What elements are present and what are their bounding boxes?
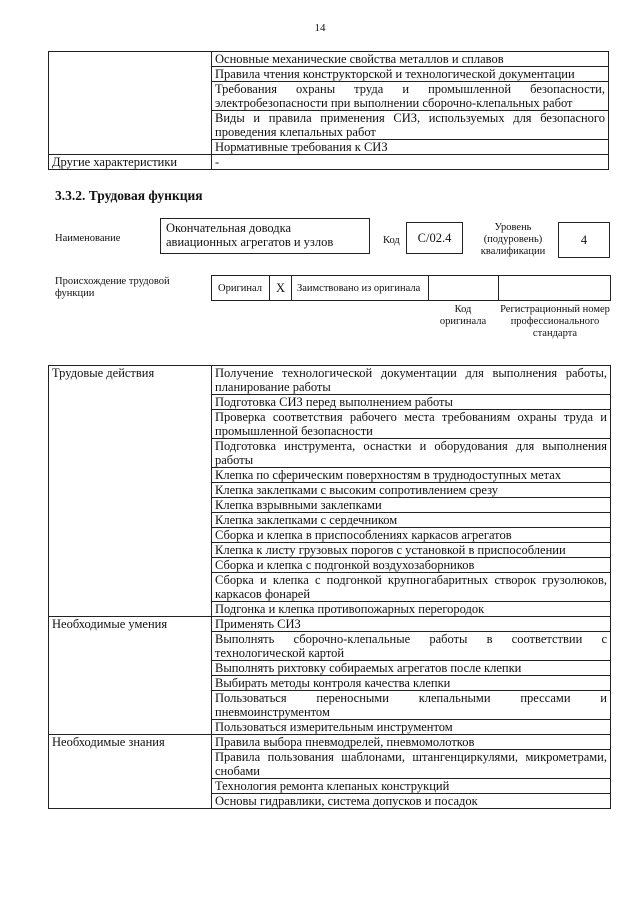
page-number: 14 [314, 22, 326, 34]
code-value-box [406, 222, 463, 254]
knowledge-label: Необходимые знания [49, 735, 212, 809]
table-cell: Клепка заклепками с высоким сопротивлением срезу [212, 483, 611, 498]
origin-label: Происхождение трудовой функции [55, 276, 170, 299]
origin-code-caption: Код оригинала [439, 304, 487, 327]
origin-original-label: Оригинал [218, 283, 262, 294]
code-value: С/02.4 [417, 231, 452, 245]
table-cell: Основы гидравлики, система допусков и посадок [212, 794, 611, 809]
table-cell: Правила выбора пневмодрелей, пневмомолотков [212, 735, 611, 750]
name-value: Окончательная доводка авиационных агрегатов и узлов [166, 221, 334, 249]
name-value-box [160, 218, 370, 254]
table-cell: Пользоваться измерительным инструментом [212, 720, 611, 735]
table-cell: Сборка и клепка с подгонкой крупногабаритных створок грузолюков, каркасов фонарей [212, 573, 611, 602]
origin-mark: X [275, 281, 286, 295]
table-cell: Требования охраны труда и промышленной безопасности, электробезопасности при выполнении сборочно-клепальных работ [212, 82, 609, 111]
table-cell: Применять СИЗ [212, 617, 611, 632]
table-cell: Подготовка инструмента, оснастки и оборудования для выполнения работы [212, 439, 611, 468]
origin-borrowed-label: Заимствовано из оригинала [297, 283, 421, 294]
table-cell: Технология ремонта клепаных конструкций [212, 779, 611, 794]
labor-function-table [48, 365, 611, 809]
table-row [49, 617, 611, 632]
table-row [49, 155, 609, 170]
table-cell: Проверка соответствия рабочего места требованиям охраны труда и промышленной безопасности [212, 410, 611, 439]
table-cell: Правила пользования шаблонами, штангенциркулями, микрометрами, снобами [212, 750, 611, 779]
other-characteristics-value: - [212, 155, 609, 170]
table-cell: Выполнять рихтовку собираемых агрегатов после клепки [212, 661, 611, 676]
table-row [49, 52, 609, 67]
top-table-body [49, 52, 609, 170]
table-cell: Клепка заклепками с сердечником [212, 513, 611, 528]
top-knowledge-table [48, 51, 609, 170]
other-characteristics-label: Другие характеристики [49, 155, 212, 170]
section-title: 3.3.2. Трудовая функция [55, 188, 203, 203]
table-cell: Подготовка СИЗ перед выполнением работы [212, 395, 611, 410]
level-value-box [558, 222, 610, 258]
level-label: Уровень (подуровень) квалификации [480, 222, 546, 257]
name-label: Наименование [55, 233, 121, 244]
table-cell: Нормативные требования к СИЗ [212, 140, 609, 155]
table-row [49, 366, 611, 395]
table-row [49, 735, 611, 750]
table-cell: Виды и правила применения СИЗ, используемых для безопасного проведения клепальных работ [212, 111, 609, 140]
table-cell: Клепка к листу грузовых порогов с установкой в приспособлении [212, 543, 611, 558]
top-table-left-cell [49, 52, 212, 155]
origin-divider [428, 275, 429, 301]
table-cell: Выбирать методы контроля качества клепки [212, 676, 611, 691]
level-value: 4 [580, 233, 588, 247]
origin-mark-box [269, 275, 292, 301]
origin-divider [498, 275, 499, 301]
main-table-body [49, 366, 611, 809]
table-cell: Подгонка и клепка противопожарных перегородок [212, 602, 611, 617]
code-label: Код [383, 235, 400, 246]
table-cell: Сборка и клепка с подгонкой воздухозаборников [212, 558, 611, 573]
origin-reg-caption: Регистрационный номер профессионального стандарта [500, 304, 610, 339]
table-cell: Клепка взрывными заклепками [212, 498, 611, 513]
table-cell: Основные механические свойства металлов и сплавов [212, 52, 609, 67]
table-cell: Клепка по сферическим поверхностям в труднодоступных метах [212, 468, 611, 483]
actions-label: Трудовые действия [49, 366, 212, 617]
table-cell: Сборка и клепка в приспособлениях каркасов агрегатов [212, 528, 611, 543]
table-cell: Правила чтения конструкторской и технологической документации [212, 67, 609, 82]
table-cell: Выполнять сборочно-клепальные работы в соответствии с технологической картой [212, 632, 611, 661]
table-cell: Пользоваться переносными клепальными прессами и пневмоинструментом [212, 691, 611, 720]
table-cell: Получение технологической документации для выполнения работы, планирование работы [212, 366, 611, 395]
skills-label: Необходимые умения [49, 617, 212, 735]
